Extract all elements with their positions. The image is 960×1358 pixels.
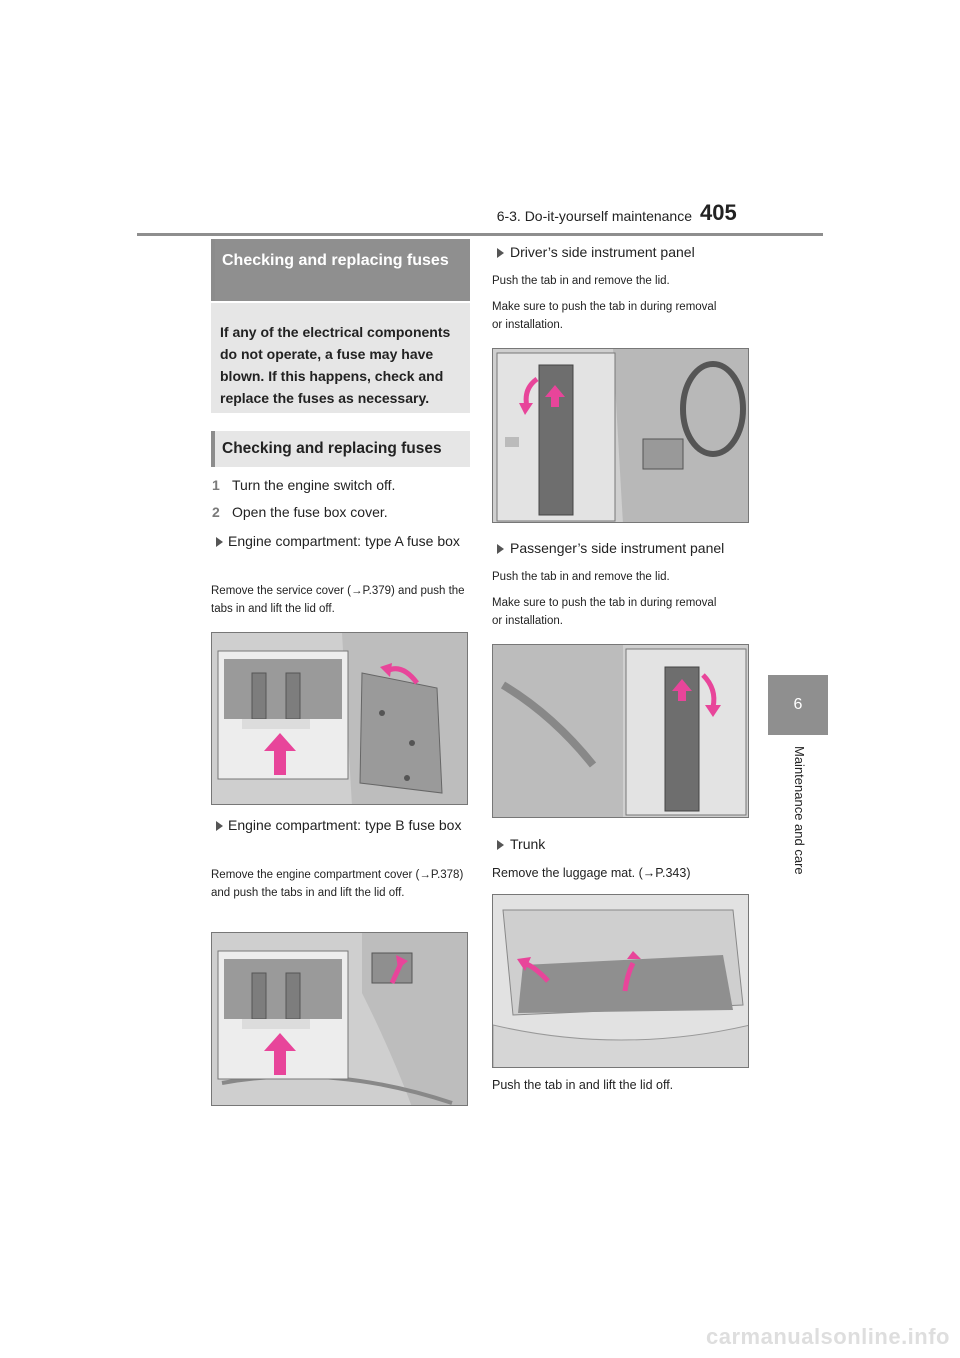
bullet-arrow-icon [497, 840, 504, 850]
note-driver-2: Make sure to push the tab in during removal or installation. [492, 301, 717, 331]
type-a-fuse-box-illustration [211, 632, 468, 805]
note-trunk-2: Push the tab in and lift the lid off. [492, 1078, 674, 1092]
section-heading: Checking and replacing fuses [222, 252, 449, 269]
bullet-arrow-icon [497, 544, 504, 554]
note-trunk-1: Remove the luggage mat. (→P.343) [492, 866, 691, 880]
bullet-arrow-icon [497, 248, 504, 258]
chapter-label: Maintenance and care [792, 746, 807, 875]
trunk-illustration [492, 894, 749, 1068]
watermark: carmanualsonline.info [706, 1324, 950, 1349]
type-b-fuse-box-illustration [211, 932, 468, 1106]
subheading: Checking and replacing fuses [222, 440, 442, 457]
page-number: 405 [700, 200, 737, 225]
step-number: 2 [212, 504, 220, 520]
passenger-panel-illustration [492, 644, 749, 818]
bullet-type-a: Engine compartment: type A fuse box [228, 533, 460, 549]
bullet-driver: Driver’s side instrument panel [510, 244, 695, 260]
bullet-passenger: Passenger’s side instrument panel [510, 540, 725, 556]
note-type-a: Remove the service cover (→P.379) and push the tabs in and lift the lid off. [211, 585, 465, 615]
note-passenger-1: Push the tab in and remove the lid. [492, 571, 670, 583]
chapter-number: 6 [793, 696, 803, 713]
driver-panel-illustration [492, 348, 749, 523]
bullet-type-b: Engine compartment: type B fuse box [228, 817, 462, 833]
step-number: 1 [212, 477, 220, 493]
step-text: Open the fuse box cover. [232, 504, 388, 520]
intro-text: If any of the electrical components do not operate, a fuse may have blown. If this happens, check and replace the fuses as necessary. [220, 324, 451, 406]
note-passenger-2: Make sure to push the tab in during removal or installation. [492, 597, 717, 627]
bullet-trunk: Trunk [510, 836, 546, 852]
note-driver-1: Push the tab in and remove the lid. [492, 275, 670, 287]
bullet-arrow-icon [216, 537, 223, 547]
bullet-arrow-icon [216, 821, 223, 831]
note-type-b: Remove the engine compartment cover (→P.378) and push the tabs in and lift the lid off. [211, 869, 464, 899]
section-title: 6-3. Do-it-yourself maintenance [496, 208, 692, 224]
step-text: Turn the engine switch off. [232, 477, 396, 493]
header-rule [137, 233, 823, 236]
